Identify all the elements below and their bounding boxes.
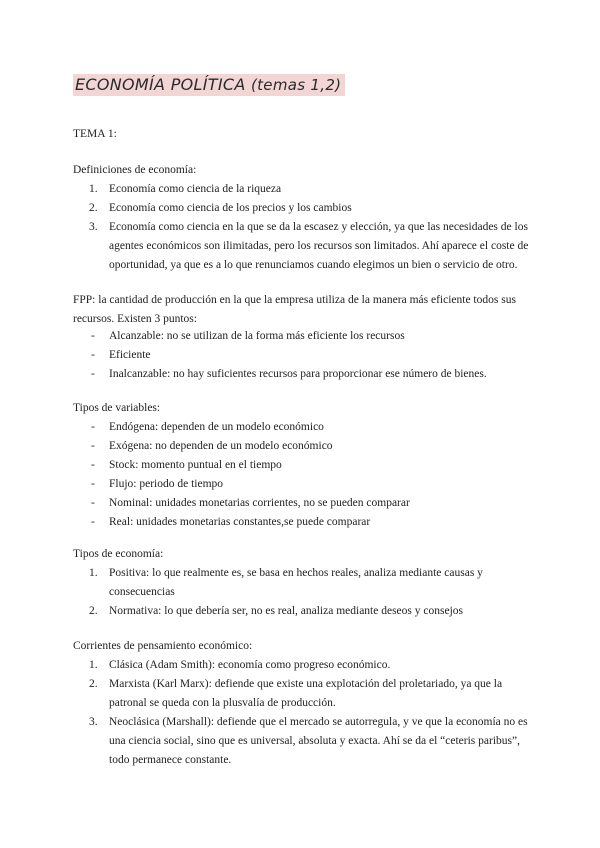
page-title [73,74,345,96]
fpp-paragraph-line: FPP: la cantidad de producción en la que la empresa utiliza de la manera más eficiente todos sus [73,294,516,306]
list-item-continuation: una ciencia social, sino que es universal, absoluta y exacta. Ahí se da el “ceteris paribus”, [109,735,520,747]
list-item: Alcanzable: no se utilizan de la forma más eficiente los recursos [109,330,405,342]
corrientes-heading: Corrientes de pensamiento económico: [73,640,253,652]
title-sub: (temas 1,2) [250,76,342,94]
list-item: Flujo: periodo de tiempo [109,478,224,490]
bullet-dash: - [91,368,95,380]
list-item-continuation: todo permanece constante. [109,754,232,766]
list-item: Nominal: unidades monetarias corrientes, no se pueden comparar [109,497,410,509]
bullet-dash: - [91,421,95,433]
list-item: Endógena: dependen de un modelo económico [109,421,324,433]
list-number: 2. [89,605,98,617]
list-item: Eficiente [109,349,151,361]
list-item-continuation: patronal se queda con la plusvalía de producción. [109,697,336,709]
bullet-dash: - [91,497,95,509]
list-item: Stock: momento puntual en el tiempo [109,459,282,471]
tipos-economia-heading: Tipos de economía: [73,548,164,560]
bullet-dash: - [91,440,95,452]
fpp-paragraph-line: recursos. Existen 3 puntos: [73,313,197,325]
list-item: Clásica (Adam Smith): economía como progreso económico. [109,659,391,671]
list-item: Economía como ciencia de los precios y los cambios [109,202,352,214]
list-item: Positiva: lo que realmente es, se basa en hechos reales, analiza mediante causas y [109,567,483,579]
list-item: Real: unidades monetarias constantes,se puede comparar [109,516,371,528]
list-item: Economía como ciencia de la riqueza [109,183,282,195]
list-item: Neoclásica (Marshall): defiende que el mercado se autorregula, y ve que la economía no es [109,716,528,728]
bullet-dash: - [91,516,95,528]
list-number: 1. [89,567,98,579]
list-item: Exógena: no dependen de un modelo económico [109,440,333,452]
list-item: Marxista (Karl Marx): defiende que existe una explotación del proletariado, ya que la [109,678,503,690]
list-item: Inalcanzable: no hay suficientes recursos para proporcionar ese número de bienes. [109,368,487,380]
bullet-dash: - [91,330,95,342]
list-number: 1. [89,659,98,671]
list-number: 3. [89,221,98,233]
bullet-dash: - [91,349,95,361]
title-main: ECONOMÍA POLÍTICA [75,75,246,94]
list-number: 1. [89,183,98,195]
bullet-dash: - [91,478,95,490]
list-number: 2. [89,202,98,214]
list-number: 2. [89,678,98,690]
list-item: Normativa: lo que debería ser, no es real, analiza mediante deseos y consejos [109,605,463,617]
list-item-continuation: consecuencias [109,586,175,598]
bullet-dash: - [91,459,95,471]
definiciones-heading: Definiciones de economía: [73,164,197,176]
section-tema: TEMA 1: [73,128,117,140]
list-item-continuation: oportunidad, ya que es a lo que renunciamos cuando elegimos un bien o servicio de otro. [109,259,518,271]
list-item: Economía como ciencia en la que se da la escasez y elección, ya que las necesidades de los [109,221,528,233]
list-number: 3. [89,716,98,728]
variables-heading: Tipos de variables: [73,402,161,414]
list-item-continuation: agentes económicos son ilimitadas, pero los recursos son limitados. Ahí aparece el coste de [109,240,529,252]
